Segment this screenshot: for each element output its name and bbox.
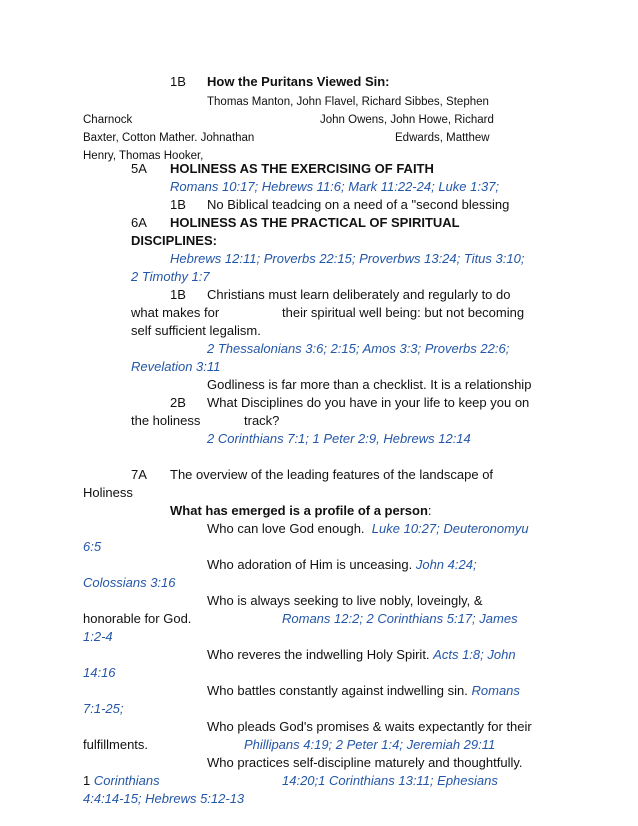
section-text: Holiness [83,485,133,500]
profile-item: honorable for God. [83,611,192,626]
puritan-names: Henry, Thomas Hooker, [83,150,204,162]
profile-item: Who battles constantly against indwelling sin. Romans [207,683,520,698]
scripture-reference: 14:16 [83,665,116,680]
puritan-names: Thomas Manton, John Flavel, Richard Sibbes, Stephen [207,96,489,108]
section-number: 5A [131,161,147,176]
section-number: 6A [131,215,147,230]
scripture-reference: Colossians 3:16 [83,575,176,590]
profile-item: fulfillments. [83,737,149,752]
scripture-reference: 7:1-25; [83,701,124,716]
point-text: track? [244,413,280,428]
puritan-names: Charnock [83,114,133,126]
section-title: DISCIPLINES: [131,233,217,248]
section-title: HOLINESS AS THE EXERCISING OF FAITH [170,161,434,176]
scripture-reference: 1:2-4 [83,629,113,644]
profile-item: Who can love God enough. Luke 10:27; Deuteronomyu [207,521,529,536]
profile-item: Who is always seeking to live nobly, loveingly, & [207,593,483,608]
point-text: No Biblical teadcing on a need of a "second blessing [207,197,510,212]
scripture-reference: Revelation 3:11 [131,359,221,374]
scripture-reference: Romans 10:17; Hebrews 11:6; Mark 11:22-24; Luke 1:37; [170,179,500,194]
profile-heading: What has emerged is a profile of a person: [170,503,432,518]
scripture-reference: 14:20;1 Corinthians 13:11; Ephesians [282,773,498,788]
point-text: self sufficient legalism. [131,323,261,338]
scripture-reference: Hebrews 12:11; Proverbs 22:15; Proverbws 13:24; Titus 3:10; [170,251,525,266]
scripture-reference: 2 Thessalonians 3:6; 2:15; Amos 3:3; Proverbs 22:6; [207,341,510,356]
section-number: 7A [131,467,147,482]
scripture-reference: 4:4:14-15; Hebrews 5:12-13 [83,791,245,806]
section-title: HOLINESS AS THE PRACTICAL OF SPIRITUAL [170,215,460,230]
point-text: what makes for [131,305,220,320]
point-text: their spiritual well being: but not becoming [282,305,525,320]
point-number: 1B [170,287,186,302]
puritan-names: Baxter, Cotton Mather. Johnathan [83,132,255,144]
scripture-reference: Romans 12:2; 2 Corinthians 5:17; James [282,611,518,626]
section-title: How the Puritans Viewed Sin: [207,74,390,89]
section-number: 1B [170,74,186,89]
point-text: the holiness [131,413,201,428]
puritan-names: John Owens, John Howe, Richard [320,114,494,126]
profile-item: Who practices self-discipline maturely and thoughtfully. [207,755,523,770]
point-text: Christians must learn deliberately and regularly to do [207,287,511,302]
point-number: 2B [170,395,186,410]
profile-item: 1 Corinthians [83,773,160,788]
point-text: What Disciplines do you have in your life to keep you on [207,395,530,410]
puritan-names: Edwards, Matthew [395,132,490,144]
section-text: The overview of the leading features of the landscape of [170,467,494,482]
point-number: 1B [170,197,186,212]
profile-item: Who adoration of Him is unceasing. John 4:24; [207,557,477,572]
scripture-reference: Phillipans 4:19; 2 Peter 1:4; Jeremiah 29:11 [244,737,496,752]
profile-item: Who reveres the indwelling Holy Spirit. Acts 1:8; John [207,647,516,662]
profile-item: Who pleads God's promises & waits expectantly for their [207,719,532,734]
scripture-reference: 6:5 [83,539,102,554]
scripture-reference: 2 Timothy 1:7 [131,269,210,284]
scripture-reference: 2 Corinthians 7:1; 1 Peter 2:9, Hebrews 12:14 [207,431,471,446]
point-text: Godliness is far more than a checklist. It is a relationship [207,377,532,392]
